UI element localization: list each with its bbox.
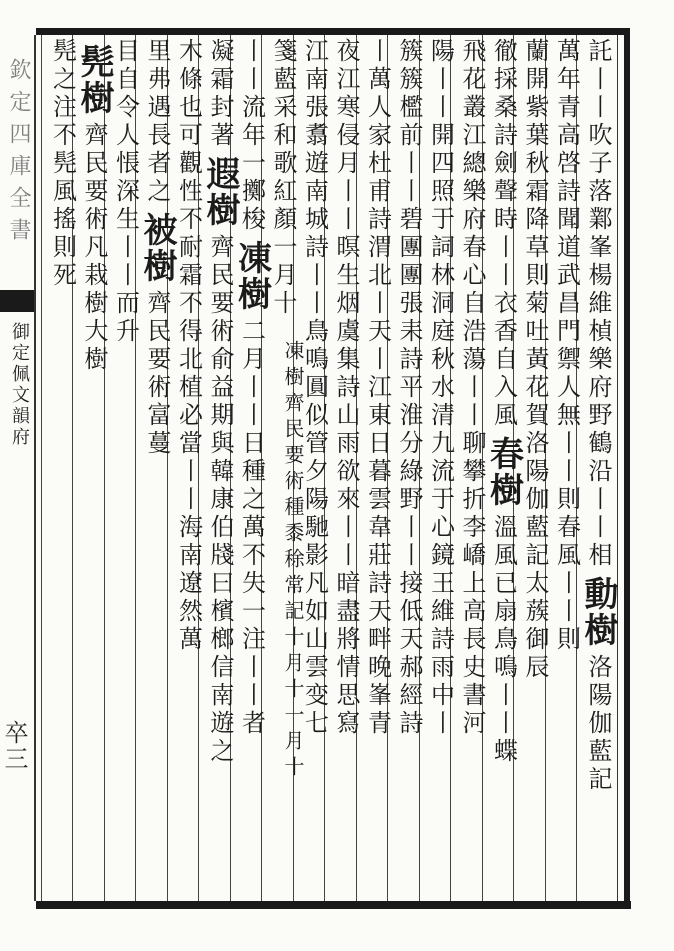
column-text: 可觀性不耐霜不得北植必當丨丨海南遼然萬 (174, 122, 203, 654)
entry-heading: 春樹 (483, 436, 524, 508)
column-text: 齊民要術凡栽樹大樹 (80, 122, 108, 374)
column-text: 月十 (269, 262, 297, 318)
spine-black-block (0, 290, 34, 312)
column-divider (41, 35, 42, 901)
column-text: 陽丨丨開四照于詞林洞庭秋水清九流于心鏡王維詩雨中丨 (426, 38, 455, 738)
column-text: 齊民要術俞益期與韓康伯牋曰檳榔信南遊之 (206, 234, 234, 766)
column-text: 丨丨流年一擲梭 (237, 38, 266, 234)
column-text: 目自令人悵深 (111, 38, 140, 206)
column-text: 洛陽伽藍記 (584, 654, 612, 794)
column-text: 洛陽伽藍記太蔟御辰 (521, 430, 549, 682)
column-text: 生丨丨而升 (111, 206, 140, 346)
page-frame-right (624, 28, 630, 909)
column-text: 里弗遇長者之 (143, 38, 171, 206)
column-text: 二月丨丨日種之萬不失一注丨丨者 (237, 318, 266, 738)
column-text: 託丨丨吹子落鄴峯楊維楨樂府野鶴沿丨丨相 (584, 38, 612, 570)
entry-heading: 被樹 (137, 212, 177, 284)
column-text: 簇簇檻前丨丨碧團團張耒詩平淮分綠野丨丨接低天郝經詩 (395, 38, 423, 738)
entry-heading: 遐樹 (200, 156, 240, 228)
column-text: 萬年青高啓詩聞道武昌門禦人無丨丨則 (552, 38, 581, 514)
spine-strip-text: 欽定四庫全書 (6, 58, 31, 250)
text-column (43, 38, 83, 898)
book-title: 御定佩文韻府 (9, 322, 30, 448)
page-frame-top (36, 28, 626, 35)
column-text: 飛花叢江總樂府春心自浩蕩丨丨聊攀折李嶠上高長史書河 (458, 38, 486, 738)
column-text: 凝霜封著 (206, 38, 234, 150)
entry-heading: 髡樹 (74, 44, 114, 116)
column-text: 徹採桑詩劍聲時丨丨衣香自入風 (489, 38, 518, 430)
column-text: 夜江寒侵月丨丨暝生烟虞集詩山雨欲來丨丨暗盡將情思寫 (332, 38, 360, 738)
column-text: 春風丨丨則 (552, 514, 581, 654)
spine-rule (34, 35, 36, 901)
column-text: 箋藍采和歌紅顏一 (269, 38, 297, 262)
column-text: 蘭開紫葉秋霜降草則菊吐黃花賀 (521, 38, 549, 430)
entry-heading: 凍樹 (231, 240, 272, 312)
column-text: 溫風已扇鳥鳴丨丨蝶 (489, 514, 518, 766)
column-text: 凍樹齊民要術種黍稌常記十月十一月十 (281, 340, 305, 782)
page-number: 卒三 (0, 720, 28, 772)
column-text: 齊民要術富蔓 (143, 290, 171, 458)
entry-heading: 動樹 (578, 576, 618, 648)
column-text: 江南張翥遊南城詩丨丨鳥鳴圓似管夕陽馳影凡如山雲变七 (300, 38, 329, 738)
page-frame-bottom (36, 901, 631, 909)
column-text: 丨萬人家杜甫詩渭北丨天丨江東日暮雲韋莊詩天畔晚峯青 (363, 38, 392, 738)
column-text: 木條也 (174, 38, 203, 122)
column-text: 髡之注不髡風搖則死 (48, 38, 77, 290)
